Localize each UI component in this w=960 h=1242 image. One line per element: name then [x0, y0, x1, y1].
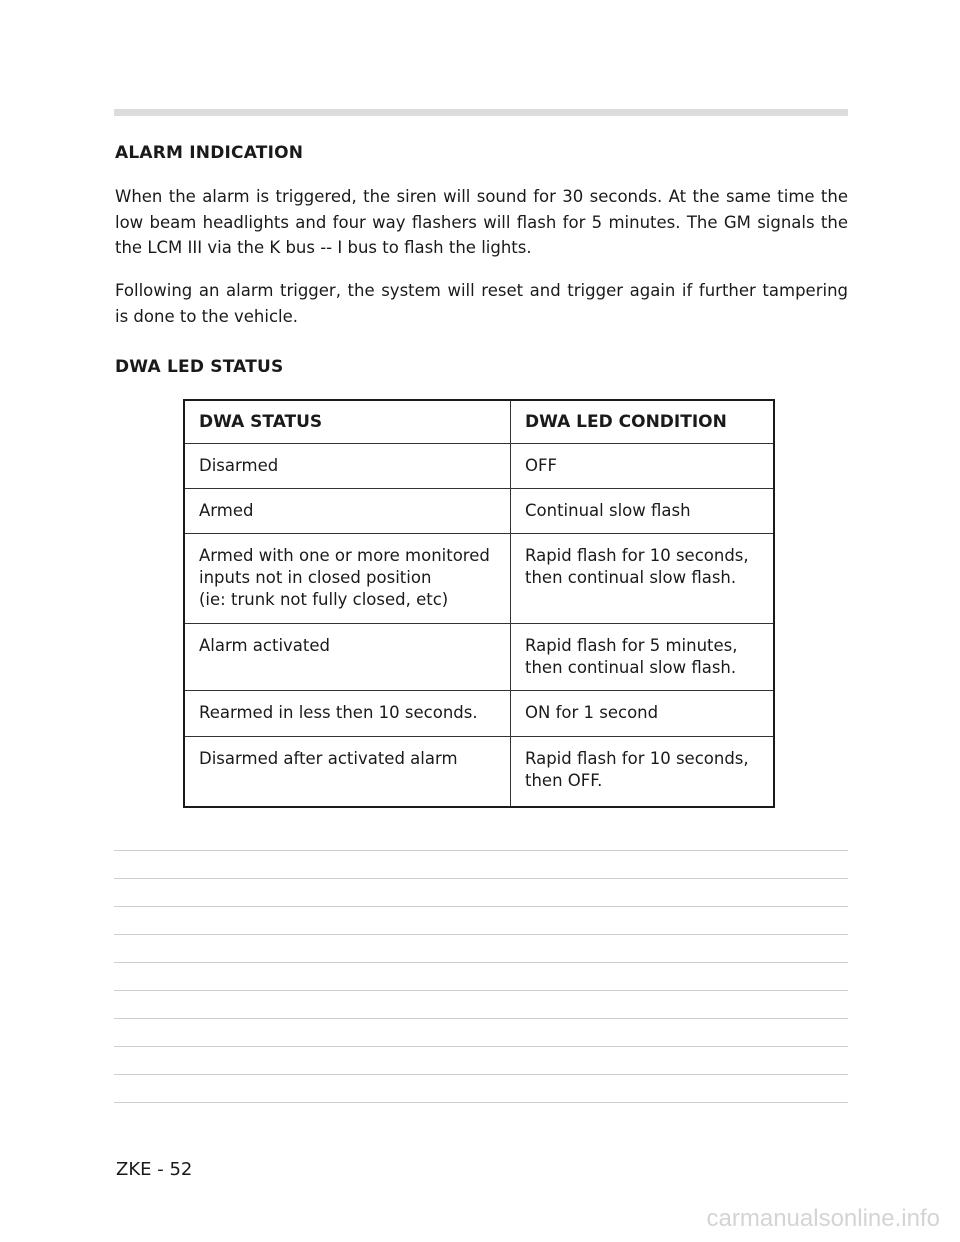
- condition-text: Rapid flash for 10 seconds,: [525, 546, 749, 565]
- table-row: [184, 489, 774, 534]
- status-text: Armed: [199, 501, 254, 520]
- header-dwa-status: DWA STATUS: [184, 400, 511, 444]
- status-cell: [184, 691, 511, 737]
- condition-cell: [511, 737, 775, 808]
- note-line: [114, 1074, 848, 1102]
- status-text: Disarmed after activated alarm: [199, 749, 458, 768]
- condition-cell: [511, 534, 775, 624]
- condition-text: then OFF.: [525, 771, 603, 790]
- status-cell: [184, 737, 511, 808]
- dwa-led-status-heading: DWA LED STATUS: [115, 357, 284, 377]
- note-line: [114, 878, 848, 906]
- condition-text: then continual slow flash.: [525, 658, 737, 677]
- top-divider: [114, 109, 848, 116]
- alarm-indication-paragraph-1: When the alarm is triggered, the siren will sound for 30 seconds. At the same time the low beam headlights and four way flashers will flash for 5 minutes. The GM signals the the LCM III via the K bus -- I bus to flash the lights.: [115, 187, 848, 257]
- note-line: [114, 934, 848, 962]
- condition-cell: [511, 691, 775, 737]
- status-text: Disarmed: [199, 456, 279, 475]
- table-row: [184, 534, 774, 624]
- status-cell: [184, 444, 511, 489]
- status-text: inputs not in closed position: [199, 568, 432, 587]
- condition-text: Rapid flash for 10 seconds,: [525, 749, 749, 768]
- condition-text: OFF: [525, 456, 557, 475]
- note-line: [114, 850, 848, 878]
- note-line: [114, 1102, 848, 1130]
- condition-text: Continual slow flash: [525, 501, 691, 520]
- table-header-row: [184, 400, 774, 444]
- notes-lines: [114, 850, 848, 1130]
- page-number: ZKE - 52: [116, 1159, 193, 1180]
- note-line: [114, 1018, 848, 1046]
- note-line: [114, 906, 848, 934]
- note-line: [114, 1046, 848, 1074]
- status-text: Alarm activated: [199, 636, 331, 655]
- dwa-led-status-table: [183, 399, 775, 808]
- condition-cell: [511, 444, 775, 489]
- condition-text: ON for 1 second: [525, 703, 659, 722]
- condition-cell: [511, 624, 775, 691]
- condition-text: then continual slow flash.: [525, 568, 737, 587]
- note-line: [114, 990, 848, 1018]
- table-row: [184, 691, 774, 737]
- table-row: [184, 444, 774, 489]
- note-line: [114, 962, 848, 990]
- status-cell: [184, 534, 511, 624]
- status-cell: [184, 489, 511, 534]
- table-row: [184, 737, 774, 808]
- table-row: [184, 624, 774, 691]
- status-text: (ie: trunk not fully closed, etc): [199, 590, 449, 609]
- alarm-indication-heading: ALARM INDICATION: [115, 143, 304, 163]
- condition-text: Rapid flash for 5 minutes,: [525, 636, 738, 655]
- header-dwa-led-condition: DWA LED CONDITION: [511, 400, 775, 444]
- status-text: Armed with one or more monitored: [199, 546, 490, 565]
- alarm-indication-paragraph-2: Following an alarm trigger, the system will reset and trigger again if further tampering is done to the vehicle.: [115, 281, 848, 326]
- watermark: carmanualsonline.info: [706, 1205, 940, 1232]
- status-cell: [184, 624, 511, 691]
- condition-cell: [511, 489, 775, 534]
- status-text: Rearmed in less then 10 seconds.: [199, 703, 478, 722]
